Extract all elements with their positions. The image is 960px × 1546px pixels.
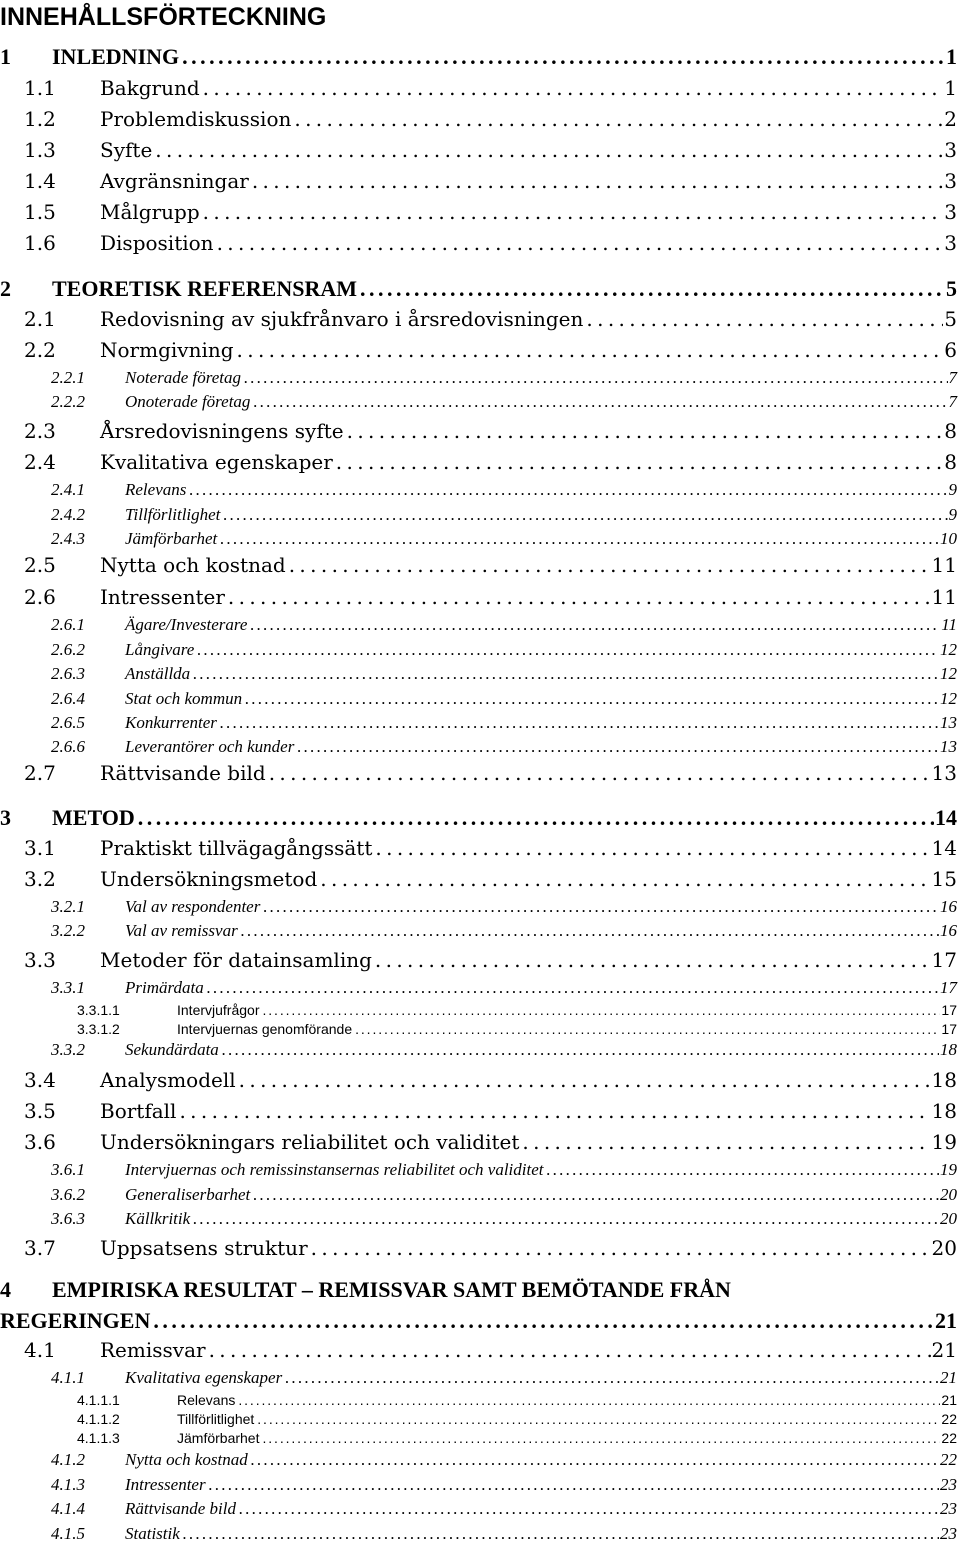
toc-entry[interactable] [0, 309, 960, 329]
toc-entry-number: 2.7 [24, 761, 56, 785]
toc-entry-number: 2.1 [24, 307, 56, 331]
toc-entry-number: 2.4.1 [51, 480, 85, 499]
toc-entry[interactable] [0, 481, 960, 498]
toc-entry-title: Intressenter [125, 1475, 206, 1494]
toc-entry[interactable] [0, 46, 960, 68]
toc-entry-page: 16 [940, 921, 957, 940]
toc-entry-page: 20 [931, 1236, 957, 1260]
toc-entry[interactable] [0, 738, 960, 755]
toc-entry-number: 3.3 [24, 948, 56, 972]
dot-leader [239, 1070, 931, 1090]
toc-entry-number: 3.4 [24, 1068, 56, 1092]
toc-entry[interactable] [0, 1393, 960, 1407]
toc-entry-page: 17 [931, 948, 957, 972]
toc-entry[interactable] [0, 1500, 960, 1517]
toc-entry-number: 3.3.1.1 [77, 1002, 120, 1018]
toc-entry-title: Remissvar [100, 1338, 206, 1362]
dot-leader [138, 807, 934, 829]
toc-entry-page: 23 [940, 1499, 957, 1518]
toc-entry-page: 17 [940, 978, 957, 997]
dot-leader [217, 233, 944, 253]
dot-leader [262, 1003, 940, 1017]
toc-entry-page: 15 [931, 867, 957, 891]
toc-entry-number: 2.2 [24, 338, 56, 362]
toc-entry[interactable] [0, 763, 960, 783]
toc-entry-page: 1 [944, 76, 957, 100]
toc-entry[interactable] [0, 665, 960, 682]
dot-leader [239, 1500, 939, 1517]
dot-leader [375, 950, 931, 970]
toc-entry-number: 3.6.3 [51, 1209, 85, 1228]
dot-leader [220, 714, 939, 731]
toc-entry[interactable] [0, 838, 960, 858]
toc-entry-page: 13 [940, 737, 957, 756]
toc-entry[interactable] [0, 278, 960, 300]
toc-entry-title: Undersökningsmetod [100, 867, 318, 891]
toc-entry-title: Målgrupp [100, 200, 200, 224]
toc-entry[interactable] [0, 369, 960, 386]
dot-leader [294, 109, 943, 129]
toc-entry-page: 21 [940, 1368, 957, 1387]
dot-leader [289, 555, 931, 575]
toc-entry-title: Konkurrenter [125, 713, 217, 732]
toc-entry-page: 6 [944, 338, 957, 362]
toc-entry-title: Relevans [125, 480, 187, 499]
toc-entry-page: 5 [944, 307, 957, 331]
toc-entry[interactable] [0, 1340, 960, 1360]
toc-entry-title: Uppsatsens struktur [100, 1236, 308, 1260]
dot-leader [193, 1210, 939, 1227]
toc-entry-title: Intervjuernas genomförande [177, 1021, 353, 1037]
toc-entry-page: 21 [941, 1392, 957, 1408]
toc-entry[interactable] [0, 555, 960, 575]
dot-leader [320, 869, 930, 889]
dot-leader [182, 46, 945, 68]
toc-entry-title: Årsredovisningens syfte [100, 419, 344, 443]
toc-entry-page: 12 [940, 664, 957, 683]
toc-entry[interactable] [0, 1132, 960, 1152]
toc-entry-title: Nytta och kostnad [125, 1450, 248, 1469]
toc-entry[interactable] [0, 1186, 960, 1203]
dot-leader [360, 278, 945, 300]
toc-entry-number: 1.2 [24, 107, 56, 131]
dot-leader [189, 481, 947, 498]
toc-entry-number: 3.6.1 [51, 1160, 85, 1179]
dot-leader [336, 452, 943, 472]
toc-entry-number: 2 [0, 276, 11, 301]
toc-entry-page: 20 [940, 1185, 957, 1204]
toc-entry-page: 7 [948, 392, 957, 411]
toc-entry-title: Intervjufrågor [177, 1002, 260, 1018]
toc-entry-number: 3.6.2 [51, 1185, 85, 1204]
dot-leader [297, 738, 939, 755]
toc-entry[interactable] [0, 869, 960, 889]
dot-leader [153, 1310, 934, 1332]
toc-entry[interactable] [0, 1431, 960, 1445]
toc-entry-title: METOD [52, 805, 135, 830]
toc-entry-title: Analysmodell [100, 1068, 236, 1092]
toc-entry-number: 3.7 [24, 1236, 56, 1260]
toc-entry-number: 2.6.2 [51, 640, 85, 659]
dot-leader [253, 393, 947, 410]
dot-leader [223, 506, 947, 523]
toc-entry-page: 11 [931, 585, 957, 609]
toc-entry-page: 21 [935, 1308, 957, 1333]
dot-leader [197, 641, 939, 658]
toc-entry-number: 4.1.2 [51, 1450, 85, 1469]
toc-entry-title: Anställda [125, 664, 191, 683]
dot-leader [263, 898, 939, 915]
dot-leader [257, 1412, 940, 1426]
toc-entry-page: 13 [940, 713, 957, 732]
toc-entry-page: 9 [948, 480, 957, 499]
toc-entry[interactable] [0, 807, 960, 829]
toc-entry-page: 20 [940, 1209, 957, 1228]
toc-entry[interactable] [0, 1101, 960, 1121]
toc-entry-page: 3 [944, 138, 957, 162]
toc-entry-page: 7 [948, 368, 957, 387]
toc-entry-title: TEORETISK REFERENSRAM [52, 276, 358, 301]
dot-leader [209, 1476, 939, 1493]
toc-entry-title-continued: REGERINGEN [0, 1308, 151, 1333]
toc-entry-page: 11 [931, 553, 957, 577]
toc-entry-page: 9 [948, 505, 957, 524]
toc-entry-title: Generaliserbarhet [125, 1185, 251, 1204]
toc-entry-number: 4.1.5 [51, 1524, 85, 1543]
toc-entry-page: 3 [944, 200, 957, 224]
dot-leader [207, 979, 939, 996]
toc-entry-title: INLEDNING [52, 44, 180, 69]
toc-entry-number: 4.1 [24, 1338, 56, 1362]
toc-entry-number: 2.6.4 [51, 689, 85, 708]
toc-entry[interactable] [0, 1279, 960, 1332]
toc-entry-title: Tillförlitlighet [125, 505, 221, 524]
toc-entry-number: 4.1.4 [51, 1499, 85, 1518]
dot-leader [237, 340, 944, 360]
toc-entry-page: 8 [944, 450, 957, 474]
toc-entry-page: 16 [940, 897, 957, 916]
dot-leader [245, 690, 939, 707]
dot-leader [179, 1101, 930, 1121]
toc-entry-page: 14 [935, 805, 957, 830]
toc-entry-title: Jämförbarhet [177, 1430, 260, 1446]
toc-entry[interactable] [0, 1476, 960, 1493]
dot-leader [250, 616, 940, 633]
toc-entry-title: Problemdiskussion [100, 107, 292, 131]
toc-entry-title: Disposition [100, 231, 214, 255]
toc-entry-page: 12 [940, 640, 957, 659]
dot-leader [155, 140, 943, 160]
toc-entry-title: EMPIRISKA RESULTAT – REMISSVAR SAMT BEMÖTANDE FRÅN [52, 1277, 731, 1302]
toc-entry-number: 3 [0, 805, 11, 830]
toc-entry-number: 3.6 [24, 1130, 56, 1154]
toc-entry-page: 14 [931, 836, 957, 860]
toc-entry[interactable] [0, 1210, 960, 1227]
dot-leader [262, 1431, 940, 1445]
toc-entry-number: 1.3 [24, 138, 56, 162]
toc-entry[interactable] [0, 233, 960, 253]
toc-entry-number: 2.6.3 [51, 664, 85, 683]
toc-entry[interactable] [0, 78, 960, 98]
toc-entry-number: 2.2.1 [51, 368, 85, 387]
toc-entry-page: 17 [941, 1002, 957, 1018]
dot-leader [203, 202, 944, 222]
toc-entry-number: 3.1 [24, 836, 56, 860]
toc-entry[interactable] [0, 421, 960, 441]
toc-entry-number: 2.6.1 [51, 615, 85, 634]
toc-entry-title: Val av respondenter [125, 897, 261, 916]
toc-entry-number: 2.6.5 [51, 713, 85, 732]
toc-entry-number: 3.3.2 [51, 1040, 85, 1059]
toc-entry-page: 21 [931, 1338, 957, 1362]
toc-entry-title: Nytta och kostnad [100, 553, 286, 577]
dot-leader [547, 1161, 940, 1178]
toc-entry[interactable] [0, 140, 960, 160]
toc-entry[interactable] [0, 452, 960, 472]
dot-leader [285, 1369, 939, 1386]
toc-entry-number: 1.5 [24, 200, 56, 224]
toc-entry[interactable] [0, 506, 960, 523]
toc-entry-title: Primärdata [125, 978, 204, 997]
toc-entry-title: Praktiskt tillvägagångssätt [100, 836, 373, 860]
toc-entry-title: Källkritik [125, 1209, 191, 1228]
toc-entry-title: Rättvisande bild [125, 1499, 236, 1518]
toc-entry-number: 3.2.1 [51, 897, 85, 916]
toc-entry-number: 2.4.2 [51, 505, 85, 524]
toc-entry-page: 2 [944, 107, 957, 131]
toc-entry-page: 11 [941, 615, 957, 634]
toc-entry-number: 4.1.1.1 [77, 1392, 120, 1408]
dot-leader [522, 1132, 930, 1152]
dot-leader [586, 309, 943, 329]
dot-leader [228, 587, 931, 607]
toc-entry-title: Syfte [100, 138, 153, 162]
toc-entry[interactable] [0, 1451, 960, 1468]
toc-entry-title: Bortfall [100, 1099, 177, 1123]
toc-entry[interactable] [0, 1238, 960, 1258]
toc-entry-number: 1.1 [24, 76, 56, 100]
toc-entry[interactable] [0, 1369, 960, 1386]
toc-entry-title: Kvalitativa egenskaper [100, 450, 333, 474]
toc-entry-number: 3.5 [24, 1099, 56, 1123]
toc-entry-title: Bakgrund [100, 76, 200, 100]
toc-entry-title: Redovisning av sjukfrånvaro i årsredovisningen [100, 307, 584, 331]
toc-entry[interactable] [0, 1041, 960, 1058]
toc-entry[interactable] [0, 530, 960, 547]
toc-entry-number: 4.1.3 [51, 1475, 85, 1494]
toc-entry-title: Avgränsningar [100, 169, 249, 193]
toc-entry[interactable] [0, 1022, 960, 1036]
toc-entry[interactable] [0, 171, 960, 191]
toc-entry-page: 18 [931, 1099, 957, 1123]
toc-entry-number: 1.4 [24, 169, 56, 193]
toc-entry[interactable] [0, 587, 960, 607]
toc-entry-page: 22 [941, 1430, 957, 1446]
toc-entry-number: 2.5 [24, 553, 56, 577]
toc-entry-title: Långivare [125, 640, 195, 659]
toc-entry-title: Kvalitativa egenskaper [125, 1368, 283, 1387]
toc-entry-number: 3.2 [24, 867, 56, 891]
dot-leader [375, 838, 930, 858]
toc-entry[interactable] [0, 950, 960, 970]
toc-entry-number: 2.3 [24, 419, 56, 443]
toc-entry-number: 2.4.3 [51, 529, 85, 548]
toc-entry-title: Intervjuernas och remissinstansernas reliabilitet och validitet [125, 1160, 544, 1179]
toc-entry-page: 5 [946, 276, 957, 301]
toc-entry-number: 4.1.1.2 [77, 1411, 120, 1427]
toc-entry[interactable] [0, 922, 960, 939]
toc-entry-title: Statistik [125, 1524, 180, 1543]
toc-entry-page: 23 [940, 1524, 957, 1543]
toc-entry-page: 3 [944, 231, 957, 255]
toc-entry-title: Relevans [177, 1392, 236, 1408]
toc-entry[interactable] [0, 202, 960, 222]
toc-entry-title: Normgivning [100, 338, 234, 362]
dot-leader [269, 763, 931, 783]
toc-entry-page: 23 [940, 1475, 957, 1494]
toc-entry[interactable] [0, 109, 960, 129]
toc-entry-title: Intressenter [100, 585, 225, 609]
toc-entry-number: 4.1.1 [51, 1368, 85, 1387]
dot-leader [244, 369, 948, 386]
toc-entry-title: Metoder för datainsamling [100, 948, 372, 972]
toc-entry-number: 4 [0, 1277, 11, 1302]
toc-entry-number: 3.3.1.2 [77, 1021, 120, 1037]
dot-leader [252, 171, 943, 191]
toc-heading: INNEHÅLLSFÖRTECKNING [0, 3, 327, 31]
toc-entry-title: Ägare/Investerare [125, 615, 248, 634]
dot-leader [251, 1451, 939, 1468]
toc-entry-page: 13 [931, 761, 957, 785]
toc-entry-title: Jämförbarhet [125, 529, 218, 548]
toc-entry-title: Leverantörer och kunder [125, 737, 295, 756]
toc-entry-title: Stat och kommun [125, 689, 243, 708]
toc-entry-title: Noterade företag [125, 368, 241, 387]
toc-entry[interactable] [0, 714, 960, 731]
dot-leader [222, 1041, 939, 1058]
dot-leader [347, 421, 944, 441]
toc-entry-page: 1 [946, 44, 957, 69]
toc-entry-page: 18 [940, 1040, 957, 1059]
dot-leader [238, 1393, 940, 1407]
toc-entry-page: 19 [940, 1160, 957, 1179]
toc-entry-page: 10 [940, 529, 957, 548]
toc-entry-title: Sekundärdata [125, 1040, 219, 1059]
toc-entry-number: 2.2.2 [51, 392, 85, 411]
dot-leader [220, 530, 939, 547]
toc-entry[interactable] [0, 898, 960, 915]
toc-entry[interactable] [0, 690, 960, 707]
toc-entry-number: 3.2.2 [51, 921, 85, 940]
dot-leader [253, 1186, 939, 1203]
toc-entry-number: 2.6.6 [51, 737, 85, 756]
toc-entry-page: 22 [940, 1450, 957, 1469]
toc-entry-page: 3 [944, 169, 957, 193]
toc-entry[interactable] [0, 1161, 960, 1178]
dot-leader [241, 922, 939, 939]
toc-entry-number: 2.4 [24, 450, 56, 474]
toc-entry-title: Rättvisande bild [100, 761, 266, 785]
dot-leader [311, 1238, 931, 1258]
toc-entry-number: 3.3.1 [51, 978, 85, 997]
toc-entry-title: Val av remissvar [125, 921, 238, 940]
toc-entry[interactable] [0, 1070, 960, 1090]
toc-entry[interactable] [0, 1003, 960, 1017]
toc-entry-page: 8 [944, 419, 957, 443]
dot-leader [209, 1340, 931, 1360]
toc-entry-page: 22 [941, 1411, 957, 1427]
toc-entry[interactable] [0, 340, 960, 360]
dot-leader [203, 78, 944, 98]
toc-entry[interactable] [0, 393, 960, 410]
toc-entry-title: Undersökningars reliabilitet och validitet [100, 1130, 520, 1154]
toc-entry-number: 1.6 [24, 231, 56, 255]
toc-entry[interactable] [0, 616, 960, 633]
toc-entry-title: Onoterade företag [125, 392, 251, 411]
toc-entry-title: Tillförlitlighet [177, 1411, 255, 1427]
toc-entry-number: 4.1.1.3 [77, 1430, 120, 1446]
toc-entry[interactable] [0, 1412, 960, 1426]
dot-leader [183, 1525, 939, 1542]
dot-leader [193, 665, 939, 682]
toc-entry-page: 12 [940, 689, 957, 708]
dot-leader [355, 1022, 940, 1036]
toc-entry-page: 19 [931, 1130, 957, 1154]
toc-entry[interactable] [0, 979, 960, 996]
toc-entry-number: 1 [0, 44, 11, 69]
toc-entry[interactable] [0, 641, 960, 658]
toc-entry-number: 2.6 [24, 585, 56, 609]
toc-entry-page: 18 [931, 1068, 957, 1092]
toc-entry-page: 17 [941, 1021, 957, 1037]
toc-entry[interactable] [0, 1525, 960, 1542]
